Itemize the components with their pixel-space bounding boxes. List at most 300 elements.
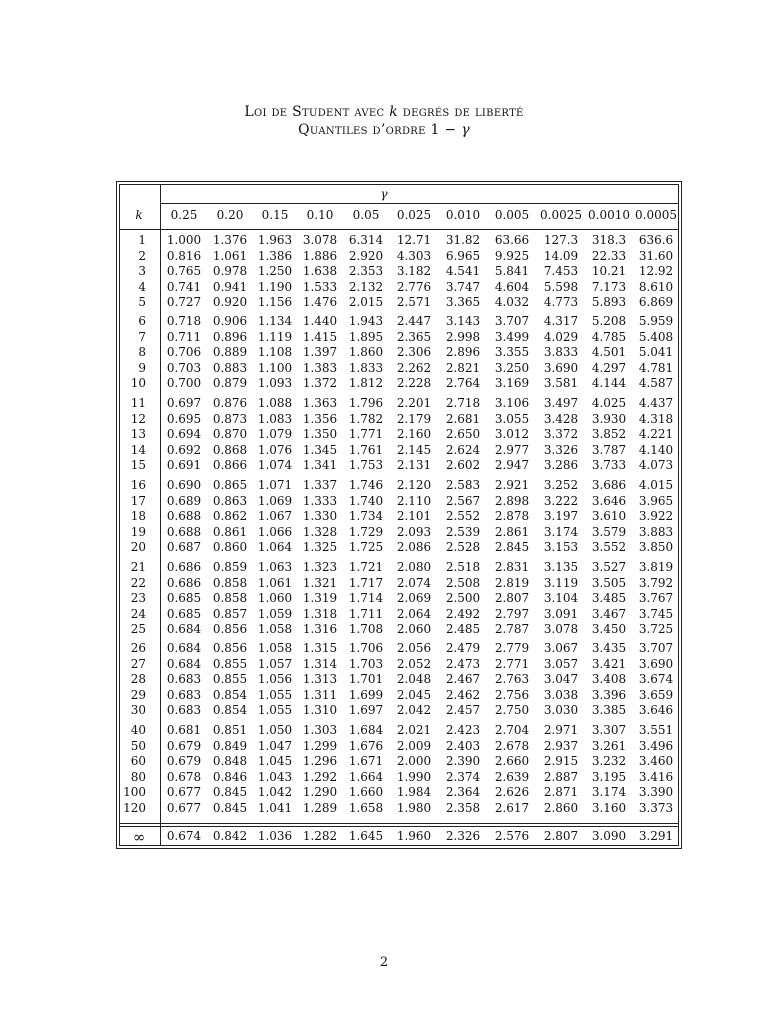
table-cell: 2.374: [445, 769, 481, 784]
table-cell: 1.356: [302, 411, 338, 426]
row-k-28: 28: [130, 672, 146, 686]
table-cell: 1.045: [257, 754, 293, 768]
table-cell: 3.396: [591, 687, 627, 702]
table-cell: 7.453: [543, 264, 579, 278]
table-cell: 3.767: [638, 591, 674, 605]
table-cell: 1.753: [348, 458, 384, 472]
table-cell: 2.947: [494, 458, 530, 472]
table-cell: 0.906: [212, 314, 248, 328]
table-cell: 2.779: [494, 641, 530, 655]
table-cell: 3.460: [638, 754, 674, 768]
table-cell: 3.055: [494, 411, 530, 426]
table-cell: 1.318: [302, 606, 338, 621]
table-cell: 1.067: [257, 509, 293, 523]
table-cell: 1.721: [348, 560, 384, 574]
table-cell: 1.079: [257, 427, 293, 441]
table-cell: 1.060: [257, 591, 293, 605]
table-cell: 2.750: [494, 703, 530, 717]
table-cell: 2.571: [396, 295, 432, 309]
table-cell: 3.195: [591, 769, 627, 784]
table-cell: 0.697: [166, 396, 202, 410]
table-cell: 2.179: [396, 411, 432, 426]
table-cell: 3.497: [543, 396, 579, 410]
row-k-14: 14: [130, 442, 146, 457]
table-cell: 3.428: [543, 411, 579, 426]
table-cell: 3.326: [543, 442, 579, 457]
table-cell: 0.816: [166, 248, 202, 263]
table-cell: 0.706: [166, 345, 202, 359]
row-k-8: 8: [138, 345, 146, 359]
table-cell: 63.66: [494, 233, 530, 247]
row-k-16: 16: [130, 478, 146, 492]
row-k-80: 80: [130, 769, 146, 784]
table-cell: 1.134: [257, 314, 293, 328]
table-cell: 4.781: [638, 360, 674, 375]
table-cell: 0.856: [212, 622, 248, 636]
table-cell: 2.262: [396, 360, 432, 375]
table-cell: 3.030: [543, 703, 579, 717]
table-cell: 1.734: [348, 509, 384, 523]
table-cell: 0.876: [212, 396, 248, 410]
row-k-22: 22: [130, 575, 146, 590]
table-cell: 3.143: [445, 314, 481, 328]
gamma-header-divider: [160, 203, 679, 204]
column-header-0.0010: 0.0010: [588, 208, 630, 222]
table-cell: 0.889: [212, 345, 248, 359]
table-cell: 0.883: [212, 360, 248, 375]
table-cell: 0.692: [166, 442, 202, 457]
table-cell: 3.416: [638, 769, 674, 784]
row-k-60: 60: [130, 754, 146, 768]
table-cell: 636.6: [638, 233, 674, 247]
table-cell: 2.492: [445, 606, 481, 621]
table-cell: 2.718: [445, 396, 481, 410]
header-divider: [119, 229, 679, 230]
column-header-0.25: 0.25: [170, 208, 198, 222]
table-cell: 1.290: [302, 785, 338, 799]
table-cell: 2.650: [445, 427, 481, 441]
table-cell: 1.714: [348, 591, 384, 605]
column-header-0.025: 0.025: [396, 208, 432, 222]
table-cell: 2.776: [396, 279, 432, 294]
table-cell: 1.190: [257, 279, 293, 294]
table-cell: 1.310: [302, 703, 338, 717]
infinity-divider-1: [119, 823, 679, 824]
table-cell: 0.689: [166, 493, 202, 508]
table-cell: 0.855: [212, 672, 248, 686]
table-cell: 3.435: [591, 641, 627, 655]
table-cell: 1.771: [348, 427, 384, 441]
table-cell: 3.252: [543, 478, 579, 492]
table-cell: 2.132: [348, 279, 384, 294]
table-cell: 1.333: [302, 493, 338, 508]
table-cell: 6.869: [638, 295, 674, 309]
table-cell: 2.915: [543, 754, 579, 768]
table-cell: 3.610: [591, 509, 627, 523]
table-cell: 4.437: [638, 396, 674, 410]
table-cell: 1.703: [348, 656, 384, 671]
table-cell: 4.318: [638, 411, 674, 426]
table-cell: 2.093: [396, 524, 432, 539]
table-cell: 1.057: [257, 656, 293, 671]
table-cell: 0.683: [166, 687, 202, 702]
row-k-6: 6: [138, 314, 146, 328]
table-cell: 3.291: [638, 829, 674, 843]
table-cell: 2.787: [494, 622, 530, 636]
table-cell: 2.009: [396, 738, 432, 753]
table-cell: 3.012: [494, 427, 530, 441]
row-k-26: 26: [130, 641, 146, 655]
table-cell: 3.659: [638, 687, 674, 702]
table-cell: 1.761: [348, 442, 384, 457]
table-cell: 2.937: [543, 738, 579, 753]
table-cell: 0.688: [166, 524, 202, 539]
row-k-17: 17: [130, 493, 146, 508]
table-cell: 3.527: [591, 560, 627, 574]
table-cell: 0.848: [212, 754, 248, 768]
row-k-24: 24: [130, 606, 146, 621]
table-cell: 1.074: [257, 458, 293, 472]
table-cell: 3.646: [591, 493, 627, 508]
table-cell: 1.313: [302, 672, 338, 686]
table-cell: 1.376: [212, 233, 248, 247]
table-cell: 2.306: [396, 345, 432, 359]
table-cell: 2.845: [494, 540, 530, 554]
table-cell: 2.639: [494, 769, 530, 784]
table-cell: 0.857: [212, 606, 248, 621]
table-cell: 0.845: [212, 800, 248, 815]
table-cell: 3.090: [591, 829, 627, 843]
table-cell: 1.319: [302, 591, 338, 605]
table-cell: 1.316: [302, 622, 338, 636]
table-cell: 2.920: [348, 248, 384, 263]
table-cell: 2.086: [396, 540, 432, 554]
table-cell: 3.733: [591, 458, 627, 472]
table-cell: 0.711: [166, 329, 202, 344]
table-cell: 2.831: [494, 560, 530, 574]
table-cell: 3.930: [591, 411, 627, 426]
table-cell: 1.056: [257, 672, 293, 686]
table-cell: 2.101: [396, 509, 432, 523]
table-cell: 2.069: [396, 591, 432, 605]
table-cell: 0.941: [212, 279, 248, 294]
table-cell: 1.321: [302, 575, 338, 590]
table-cell: 2.977: [494, 442, 530, 457]
table-cell: 2.998: [445, 329, 481, 344]
table-cell: 3.078: [543, 622, 579, 636]
table-cell: 2.971: [543, 723, 579, 737]
table-title-line-2: [0, 122, 768, 138]
table-cell: 0.863: [212, 493, 248, 508]
table-cell: 1.047: [257, 738, 293, 753]
table-cell: 2.567: [445, 493, 481, 508]
table-cell: 0.870: [212, 427, 248, 441]
row-k-120: 120: [123, 800, 146, 815]
table-cell: 0.845: [212, 785, 248, 799]
table-cell: 3.690: [638, 656, 674, 671]
table-cell: 1.299: [302, 738, 338, 753]
table-cell: 0.674: [166, 829, 202, 843]
row-k-25: 25: [130, 622, 146, 636]
table-cell: 3.047: [543, 672, 579, 686]
table-cell: 0.691: [166, 458, 202, 472]
table-cell: 1.061: [257, 575, 293, 590]
table-cell: 1.638: [302, 264, 338, 278]
table-cell: 1.701: [348, 672, 384, 686]
table-cell: 1.725: [348, 540, 384, 554]
table-cell: 1.476: [302, 295, 338, 309]
table-cell: 2.898: [494, 493, 530, 508]
table-cell: 1.156: [257, 295, 293, 309]
table-cell: 3.745: [638, 606, 674, 621]
table-cell: 0.685: [166, 606, 202, 621]
table-cell: 2.080: [396, 560, 432, 574]
table-cell: 3.787: [591, 442, 627, 457]
row-k-50: 50: [130, 738, 146, 753]
table-cell: 3.581: [543, 376, 579, 390]
table-cell: 3.707: [494, 314, 530, 328]
table-cell: 1.069: [257, 493, 293, 508]
table-cell: 3.551: [638, 723, 674, 737]
table-cell: 3.232: [591, 754, 627, 768]
table-cell: 0.685: [166, 591, 202, 605]
row-k-19: 19: [130, 524, 146, 539]
table-cell: 2.457: [445, 703, 481, 717]
row-k-9: 9: [138, 360, 146, 375]
column-header-0.0025: 0.0025: [540, 208, 582, 222]
table-cell: 0.718: [166, 314, 202, 328]
table-cell: 0.683: [166, 703, 202, 717]
table-cell: 0.842: [212, 829, 248, 843]
table-cell: 0.677: [166, 800, 202, 815]
table-cell: 1.337: [302, 478, 338, 492]
table-cell: 2.508: [445, 575, 481, 590]
table-cell: 2.064: [396, 606, 432, 621]
row-k-13: 13: [130, 427, 146, 441]
table-cell: 2.048: [396, 672, 432, 686]
table-cell: 0.686: [166, 560, 202, 574]
table-cell: 0.695: [166, 411, 202, 426]
table-cell: 3.421: [591, 656, 627, 671]
table-cell: 0.677: [166, 785, 202, 799]
table-cell: 1.315: [302, 641, 338, 655]
table-cell: 10.21: [591, 264, 627, 278]
table-cell: 3.385: [591, 703, 627, 717]
table-cell: 1.383: [302, 360, 338, 375]
table-cell: 2.131: [396, 458, 432, 472]
row-k-30: 30: [130, 703, 146, 717]
table-cell: 0.858: [212, 575, 248, 590]
table-cell: 1.059: [257, 606, 293, 621]
table-cell: 3.222: [543, 493, 579, 508]
table-cell: 0.690: [166, 478, 202, 492]
table-cell: 3.091: [543, 606, 579, 621]
table-cell: 2.878: [494, 509, 530, 523]
table-cell: 1.330: [302, 509, 338, 523]
table-title-line-1: [0, 104, 768, 120]
table-cell: 3.057: [543, 656, 579, 671]
table-cell: 3.505: [591, 575, 627, 590]
table-cell: 3.174: [543, 524, 579, 539]
row-k-40: 40: [130, 723, 146, 737]
table-cell: 2.764: [445, 376, 481, 390]
table-cell: 4.029: [543, 329, 579, 344]
table-cell: 9.925: [494, 248, 530, 263]
infinity-divider-2: [119, 826, 679, 827]
table-cell: 1.071: [257, 478, 293, 492]
table-cell: 2.528: [445, 540, 481, 554]
table-cell: 1.050: [257, 723, 293, 737]
table-cell: 3.686: [591, 478, 627, 492]
table-cell: 1.100: [257, 360, 293, 375]
table-cell: 14.09: [543, 248, 579, 263]
table-cell: 2.602: [445, 458, 481, 472]
table-cell: 1.796: [348, 396, 384, 410]
table-cell: 1.055: [257, 703, 293, 717]
title-text-b: degrés de liberté: [398, 104, 524, 120]
table-cell: 0.687: [166, 540, 202, 554]
table-cell: 3.135: [543, 560, 579, 574]
table-cell: 8.610: [638, 279, 674, 294]
table-cell: 4.587: [638, 376, 674, 390]
table-cell: 2.896: [445, 345, 481, 359]
table-cell: 1.671: [348, 754, 384, 768]
table-cell: 2.626: [494, 785, 530, 799]
table-cell: 1.943: [348, 314, 384, 328]
table-cell: 2.447: [396, 314, 432, 328]
table-cell: 5.893: [591, 295, 627, 309]
table-cell: 0.688: [166, 509, 202, 523]
table-cell: 1.311: [302, 687, 338, 702]
table-cell: 1.055: [257, 687, 293, 702]
k-header: k: [135, 208, 143, 222]
table-cell: 0.866: [212, 458, 248, 472]
table-cell: 1.717: [348, 575, 384, 590]
table-cell: 1.660: [348, 785, 384, 799]
table-cell: 1.415: [302, 329, 338, 344]
table-cell: 2.807: [494, 591, 530, 605]
table-cell: 0.920: [212, 295, 248, 309]
table-cell: 3.552: [591, 540, 627, 554]
table-cell: 3.725: [638, 622, 674, 636]
table-cell: 2.518: [445, 560, 481, 574]
column-header-0.005: 0.005: [494, 208, 530, 222]
column-header-0.20: 0.20: [216, 208, 244, 222]
row-k-18: 18: [130, 509, 146, 523]
table-cell: 1.699: [348, 687, 384, 702]
table-cell: 1.093: [257, 376, 293, 390]
table-cell: 4.073: [638, 458, 674, 472]
infinity-symbol: ∞: [132, 828, 146, 846]
table-cell: 0.678: [166, 769, 202, 784]
table-cell: 3.104: [543, 591, 579, 605]
row-k-1: 1: [138, 233, 146, 247]
table-cell: 1.061: [212, 248, 248, 263]
row-k-23: 23: [130, 591, 146, 605]
table-cell: 2.660: [494, 754, 530, 768]
table-cell: 0.873: [212, 411, 248, 426]
table-cell: 0.700: [166, 376, 202, 390]
table-cell: 2.056: [396, 641, 432, 655]
table-cell: 1.314: [302, 656, 338, 671]
table-cell: 0.679: [166, 738, 202, 753]
table-cell: 1.746: [348, 478, 384, 492]
table-cell: 1.000: [166, 233, 202, 247]
row-k-15: 15: [130, 458, 146, 472]
title-k-variable: k: [389, 104, 399, 120]
table-cell: 0.861: [212, 524, 248, 539]
table-cell: 3.747: [445, 279, 481, 294]
table-cell: 2.326: [445, 829, 481, 843]
table-cell: 0.859: [212, 560, 248, 574]
column-header-0.0005: 0.0005: [635, 208, 677, 222]
row-k-4: 4: [138, 279, 146, 294]
table-cell: 1.386: [257, 248, 293, 263]
table-cell: 6.965: [445, 248, 481, 263]
table-cell: 4.140: [638, 442, 674, 457]
table-cell: 1.895: [348, 329, 384, 344]
table-cell: 3.485: [591, 591, 627, 605]
table-cell: 3.307: [591, 723, 627, 737]
table-cell: 2.015: [348, 295, 384, 309]
table-cell: 2.821: [445, 360, 481, 375]
row-k-3: 3: [138, 264, 146, 278]
table-cell: 1.740: [348, 493, 384, 508]
row-k-11: 11: [130, 396, 146, 410]
table-cell: 2.763: [494, 672, 530, 686]
table-cell: 0.727: [166, 295, 202, 309]
table-cell: 2.042: [396, 703, 432, 717]
table-cell: 2.704: [494, 723, 530, 737]
table-cell: 3.038: [543, 687, 579, 702]
title-text-a: Loi de Student avec: [244, 104, 390, 120]
table-cell: 3.250: [494, 360, 530, 375]
table-cell: 2.500: [445, 591, 481, 605]
table-cell: 1.063: [257, 560, 293, 574]
table-cell: 1.645: [348, 829, 384, 843]
table-cell: 5.841: [494, 264, 530, 278]
table-cell: 1.341: [302, 458, 338, 472]
table-cell: 1.325: [302, 540, 338, 554]
table-cell: 0.684: [166, 641, 202, 655]
table-cell: 1.782: [348, 411, 384, 426]
table-cell: 1.397: [302, 345, 338, 359]
table-cell: 0.684: [166, 622, 202, 636]
table-cell: 3.579: [591, 524, 627, 539]
row-k-12: 12: [130, 411, 146, 426]
table-cell: 0.703: [166, 360, 202, 375]
table-cell: 1.036: [257, 829, 293, 843]
table-cell: 0.896: [212, 329, 248, 344]
table-cell: 2.052: [396, 656, 432, 671]
table-cell: 4.144: [591, 376, 627, 390]
table-cell: 1.289: [302, 800, 338, 815]
table-cell: 2.860: [543, 800, 579, 815]
table-cell: 0.846: [212, 769, 248, 784]
table-cell: 2.462: [445, 687, 481, 702]
table-cell: 1.043: [257, 769, 293, 784]
table-cell: 3.707: [638, 641, 674, 655]
table-cell: 3.067: [543, 641, 579, 655]
table-cell: 12.92: [638, 264, 674, 278]
table-cell: 1.058: [257, 641, 293, 655]
table-cell: 3.153: [543, 540, 579, 554]
table-cell: 1.886: [302, 248, 338, 263]
table-cell: 3.119: [543, 575, 579, 590]
table-cell: 0.694: [166, 427, 202, 441]
table-cell: 3.182: [396, 264, 432, 278]
table-cell: 5.959: [638, 314, 674, 328]
